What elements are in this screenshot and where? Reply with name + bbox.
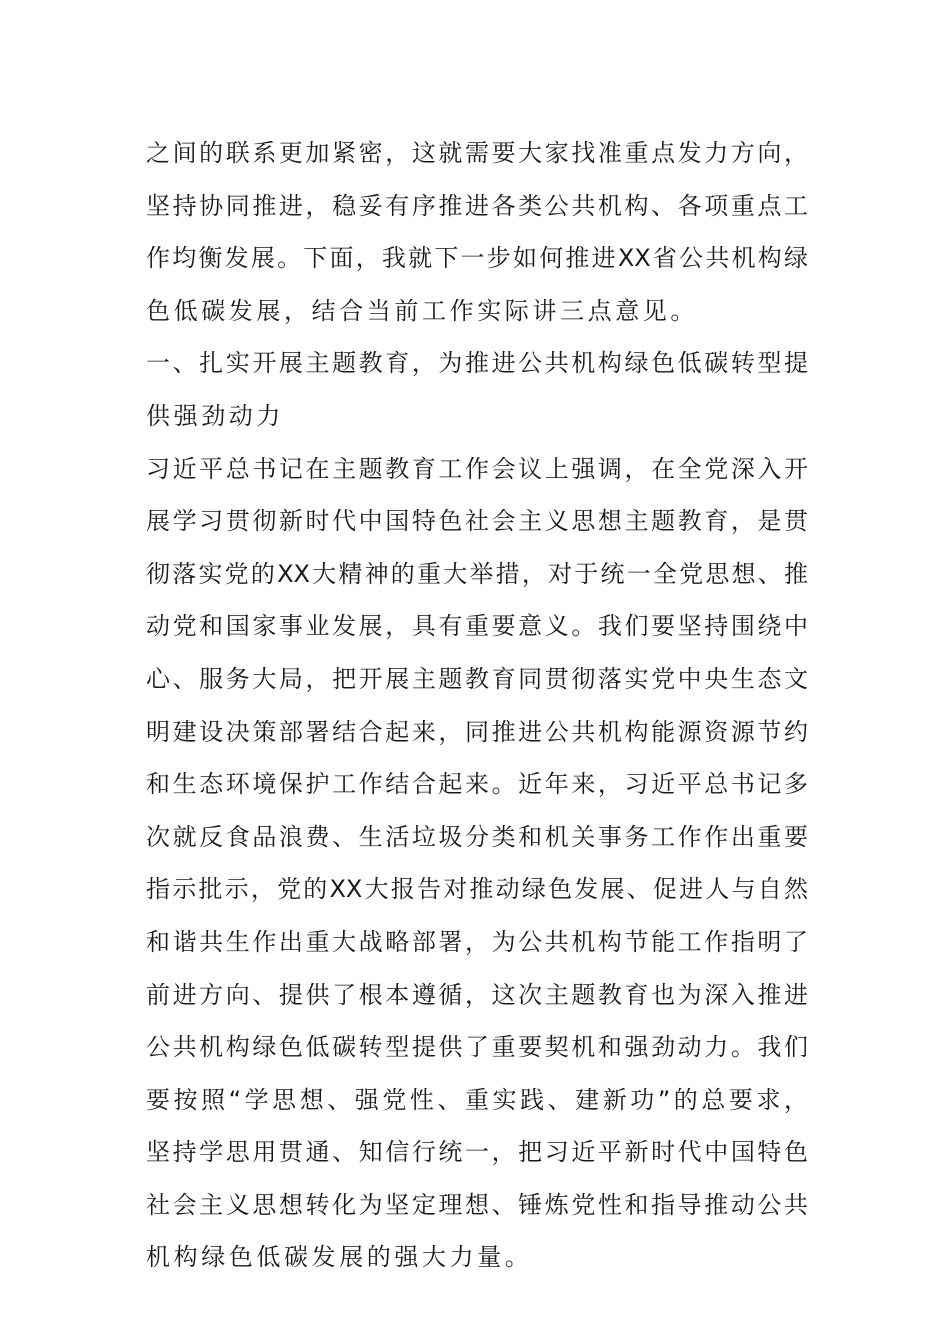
document-body [146, 127, 808, 1284]
body-line: 彻落实党的XX大精神的重大举措，对于统一全党思想、推 [146, 559, 808, 588]
body-line: 之间的联系更加紧密，这就需要大家找准重点发力方向， [146, 139, 808, 167]
body-line: 心、服务大局，把开展主题教育同贯彻落实党中央生态文 [146, 664, 808, 693]
body-line: 社会主义思想转化为坚定理想、锤炼党性和指导推动公共 [146, 1190, 808, 1219]
body-line: 要按照“学思想、强党性、重实践、建新功”的总要求， [146, 1085, 808, 1114]
body-line: 次就反食品浪费、生活垃圾分类和机关事务工作作出重要 [146, 822, 808, 851]
body-line: 坚持协同推进，稳妥有序推进各类公共机构、各项重点工 [146, 191, 808, 220]
body-line: 指示批示，党的XX大报告对推动绿色发展、促进人与自然 [146, 875, 808, 904]
body-line: 坚持学思用贯通、知信行统一，把习近平新时代中国特色 [146, 1138, 808, 1167]
body-line: 公共机构绿色低碳转型提供了重要契机和强劲动力。我们 [146, 1033, 808, 1062]
section-heading-line: 供强劲动力 [146, 401, 284, 430]
body-line: 明建设决策部署结合起来，同推进公共机构能源资源节约 [146, 717, 808, 746]
body-line: 机构绿色低碳发展的强大力量。 [146, 1243, 533, 1272]
body-line: 展学习贯彻新时代中国特色社会主义思想主题教育，是贯 [146, 507, 808, 536]
section-heading-line: 一、扎实开展主题教育，为推进公共机构绿色低碳转型提 [146, 349, 808, 378]
body-line: 和谐共生作出重大战略部署，为公共机构节能工作指明了 [146, 927, 808, 956]
body-line: 前进方向、提供了根本遵循，这次主题教育也为深入推进 [146, 980, 808, 1009]
body-line: 和生态环境保护工作结合起来。近年来，习近平总书记多 [146, 770, 808, 799]
body-line: 动党和国家事业发展，具有重要意义。我们要坚持围绕中 [146, 612, 808, 641]
body-line: 习近平总书记在主题教育工作会议上强调，在全党深入开 [146, 454, 808, 483]
body-line: 作均衡发展。下面，我就下一步如何推进XX省公共机构绿 [146, 244, 808, 273]
body-line: 色低碳发展，结合当前工作实际讲三点意见。 [146, 296, 698, 325]
